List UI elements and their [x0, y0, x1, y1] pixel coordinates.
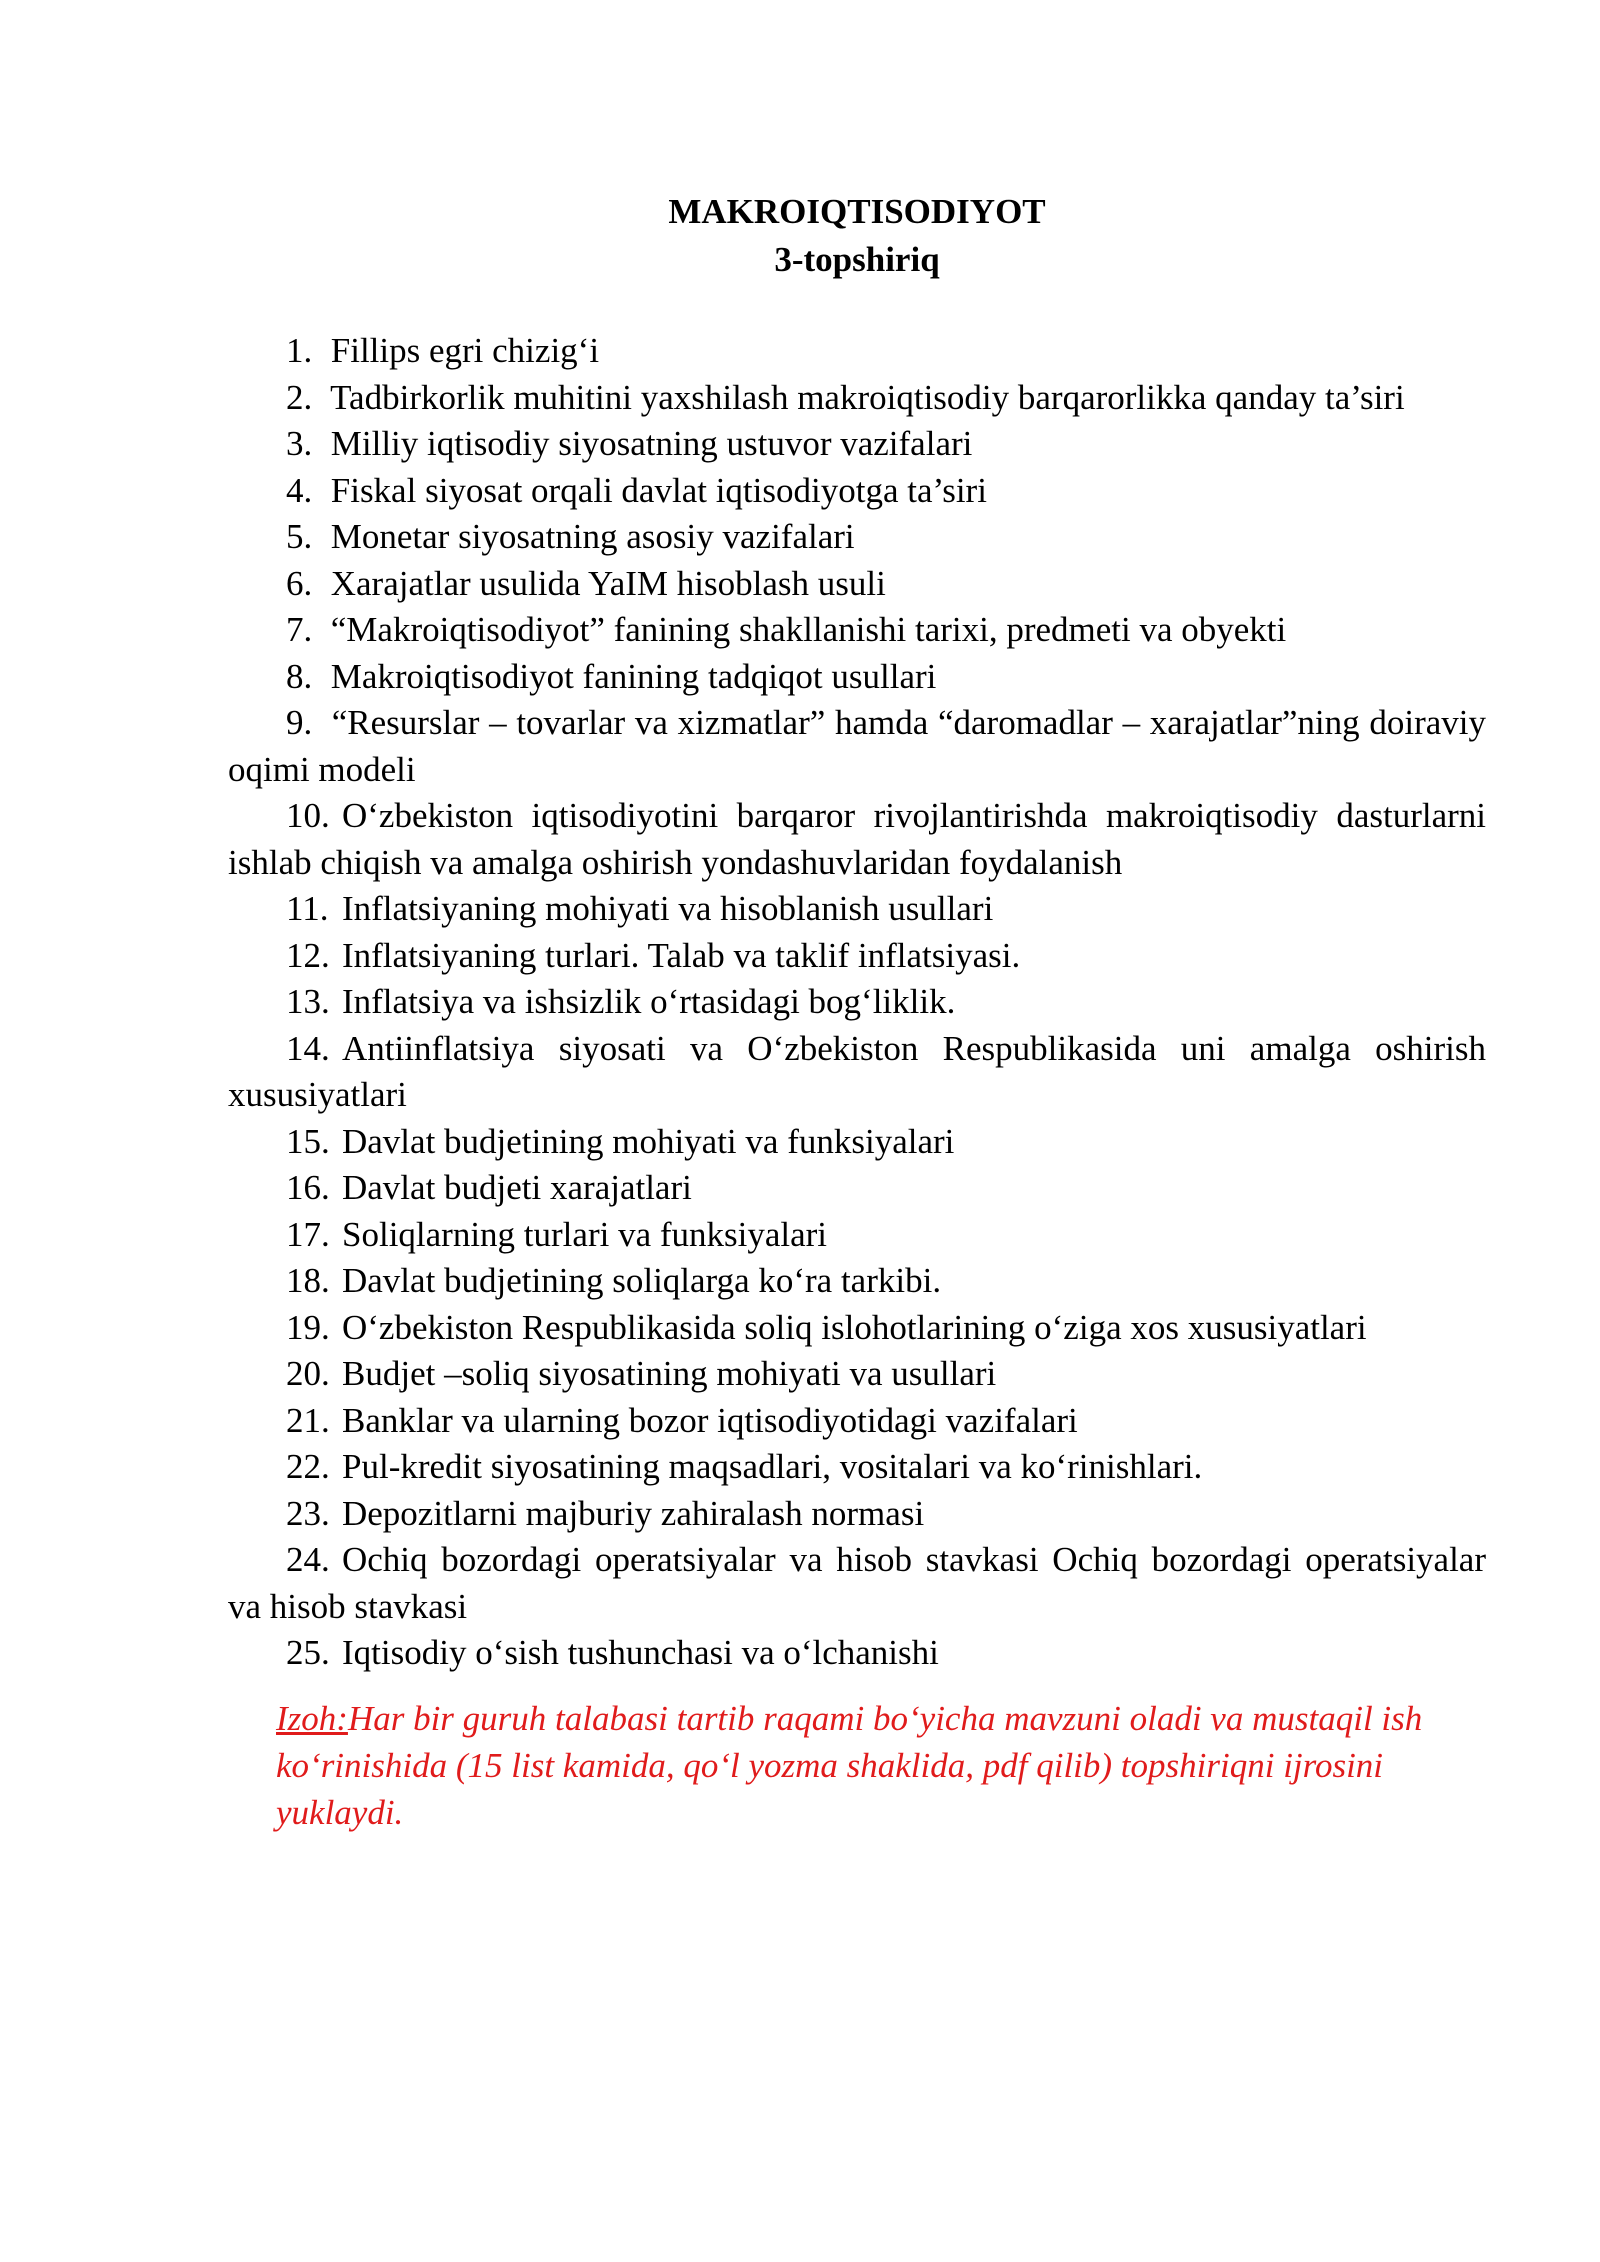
- item-number: 18.: [286, 1261, 330, 1300]
- item-text: Pul-kredit siyosatining maqsadlari, vositalari va ko‘rinishlari.: [342, 1447, 1203, 1486]
- item-number: 9.: [286, 703, 313, 742]
- item-number: 24.: [286, 1540, 330, 1579]
- item-number: 7.: [286, 610, 313, 649]
- list-item: [228, 1351, 1486, 1398]
- list-item: [228, 1630, 1486, 1677]
- item-number: 11.: [286, 889, 329, 928]
- item-text: Tadbirkorlik muhitini yaxshilash makroiqtisodiy barqarorlikka qanday ta’siri: [330, 377, 1405, 417]
- item-text: Inflatsiyaning turlari. Talab va taklif inflatsiyasi.: [342, 935, 1021, 975]
- list-item: [228, 607, 1486, 654]
- item-text: Xarajatlar usulida YaIM hisoblash usuli: [330, 563, 886, 603]
- list-item: [228, 1165, 1486, 1212]
- item-number: 22.: [286, 1447, 330, 1486]
- list-item: [228, 468, 1486, 515]
- item-number: 4.: [286, 470, 313, 510]
- list-item: [228, 1537, 1486, 1630]
- item-number: 13.: [286, 982, 330, 1021]
- item-number: 21.: [286, 1400, 330, 1440]
- item-text: Budjet –soliq siyosatining mohiyati va usullari: [342, 1354, 997, 1393]
- item-text: Monetar siyosatning asosiy vazifalari: [330, 517, 855, 556]
- list-item: [228, 561, 1486, 608]
- item-text: Fiskal siyosat orqali davlat iqtisodiyotga ta’siri: [330, 470, 987, 510]
- list-item: [228, 514, 1486, 561]
- item-text: Makroiqtisodiyot fanining tadqiqot usullari: [330, 656, 937, 696]
- list-item: [228, 1026, 1486, 1119]
- list-item: [228, 793, 1486, 886]
- item-text: Antiinflatsiya siyosati va O‘zbekiston Respublikasida uni amalga oshirish xususiyatlari: [228, 1028, 1486, 1114]
- item-number: 12.: [286, 935, 330, 975]
- item-number: 10.: [286, 796, 330, 835]
- item-text: Fillips egri chizig‘i: [330, 331, 600, 370]
- list-item: [228, 1444, 1486, 1491]
- list-item: [228, 1491, 1486, 1538]
- document-header: [228, 188, 1486, 284]
- item-number: 25.: [286, 1633, 330, 1672]
- list-item: [228, 886, 1486, 933]
- list-item: [228, 979, 1486, 1026]
- item-text: Iqtisodiy o‘sish tushunchasi va o‘lchanishi: [342, 1633, 939, 1672]
- item-number: 15.: [286, 1121, 330, 1161]
- item-text: “Makroiqtisodiyot” fanining shakllanishi tarixi, predmeti va obyekti: [330, 610, 1287, 649]
- item-text: “Resurslar – tovarlar va xizmatlar” hamda “daromadlar – xarajatlar”ning doiraviy oqimi modeli: [228, 703, 1486, 789]
- item-number: 8.: [286, 656, 313, 696]
- list-item: [228, 933, 1486, 980]
- item-text: Ochiq bozordagi operatsiyalar va hisob stavkasi Ochiq bozordagi operatsiyalar va hisob stavkasi: [228, 1540, 1486, 1626]
- list-item: [228, 654, 1486, 701]
- item-text: Inflatsiya va ishsizlik o‘rtasidagi bog‘liklik.: [342, 982, 956, 1021]
- list-item: [228, 1212, 1486, 1259]
- item-text: O‘zbekiston iqtisodiyotini barqaror rivojlantirishda makroiqtisodiy dasturlarni ishlab chiqish va amalga oshirish yondashuvlaridan foydalanish: [228, 796, 1486, 882]
- item-text: Banklar va ularning bozor iqtisodiyotidagi vazifalari: [342, 1400, 1078, 1440]
- item-number: 20.: [286, 1354, 330, 1393]
- item-number: 3.: [286, 424, 313, 463]
- item-text: O‘zbekiston Respublikasida soliq islohotlarining o‘ziga xos xususiyatlari: [342, 1307, 1367, 1347]
- item-number: 23.: [286, 1493, 330, 1533]
- list-item: [228, 328, 1486, 375]
- topic-list: [228, 328, 1486, 1677]
- list-item: [228, 1305, 1486, 1352]
- item-number: 1.: [286, 331, 313, 370]
- item-number: 17.: [286, 1214, 330, 1254]
- item-number: 6.: [286, 563, 313, 603]
- list-item: [228, 1398, 1486, 1445]
- item-number: 16.: [286, 1168, 330, 1207]
- item-number: 5.: [286, 517, 313, 556]
- note-lead: Izoh:: [276, 1699, 348, 1738]
- item-text: Inflatsiyaning mohiyati va hisoblanish usullari: [342, 889, 994, 928]
- list-item: [228, 421, 1486, 468]
- item-number: 2.: [286, 377, 313, 417]
- item-text: Davlat budjetining soliqlarga ko‘ra tarkibi.: [342, 1261, 942, 1300]
- item-text: Depozitlarni majburiy zahiralash normasi: [342, 1493, 925, 1533]
- item-number: 19.: [286, 1307, 330, 1347]
- assignment-note: [276, 1695, 1476, 1836]
- list-item: [228, 700, 1486, 793]
- list-item: [228, 1258, 1486, 1305]
- item-text: Davlat budjeti xarajatlari: [342, 1168, 692, 1207]
- note-text: Har bir guruh talabasi tartib raqami bo‘yicha mavzuni oladi va mustaqil ish ko‘rinishida (15 list kamida, qo‘l yozma shaklida, pdf qilib) topshiriqni ijrosini yuklaydi.: [276, 1699, 1423, 1832]
- item-number: 14.: [286, 1028, 330, 1068]
- item-text: Milliy iqtisodiy siyosatning ustuvor vazifalari: [330, 424, 973, 463]
- list-item: [228, 1119, 1486, 1166]
- document-subtitle: 3-topshiriq: [774, 240, 940, 279]
- item-text: Davlat budjetining mohiyati va funksiyalari: [342, 1121, 955, 1161]
- document-title: MAKROIQTISODIYOT: [668, 192, 1046, 231]
- item-text: Soliqlarning turlari va funksiyalari: [342, 1214, 828, 1254]
- list-item: [228, 375, 1486, 422]
